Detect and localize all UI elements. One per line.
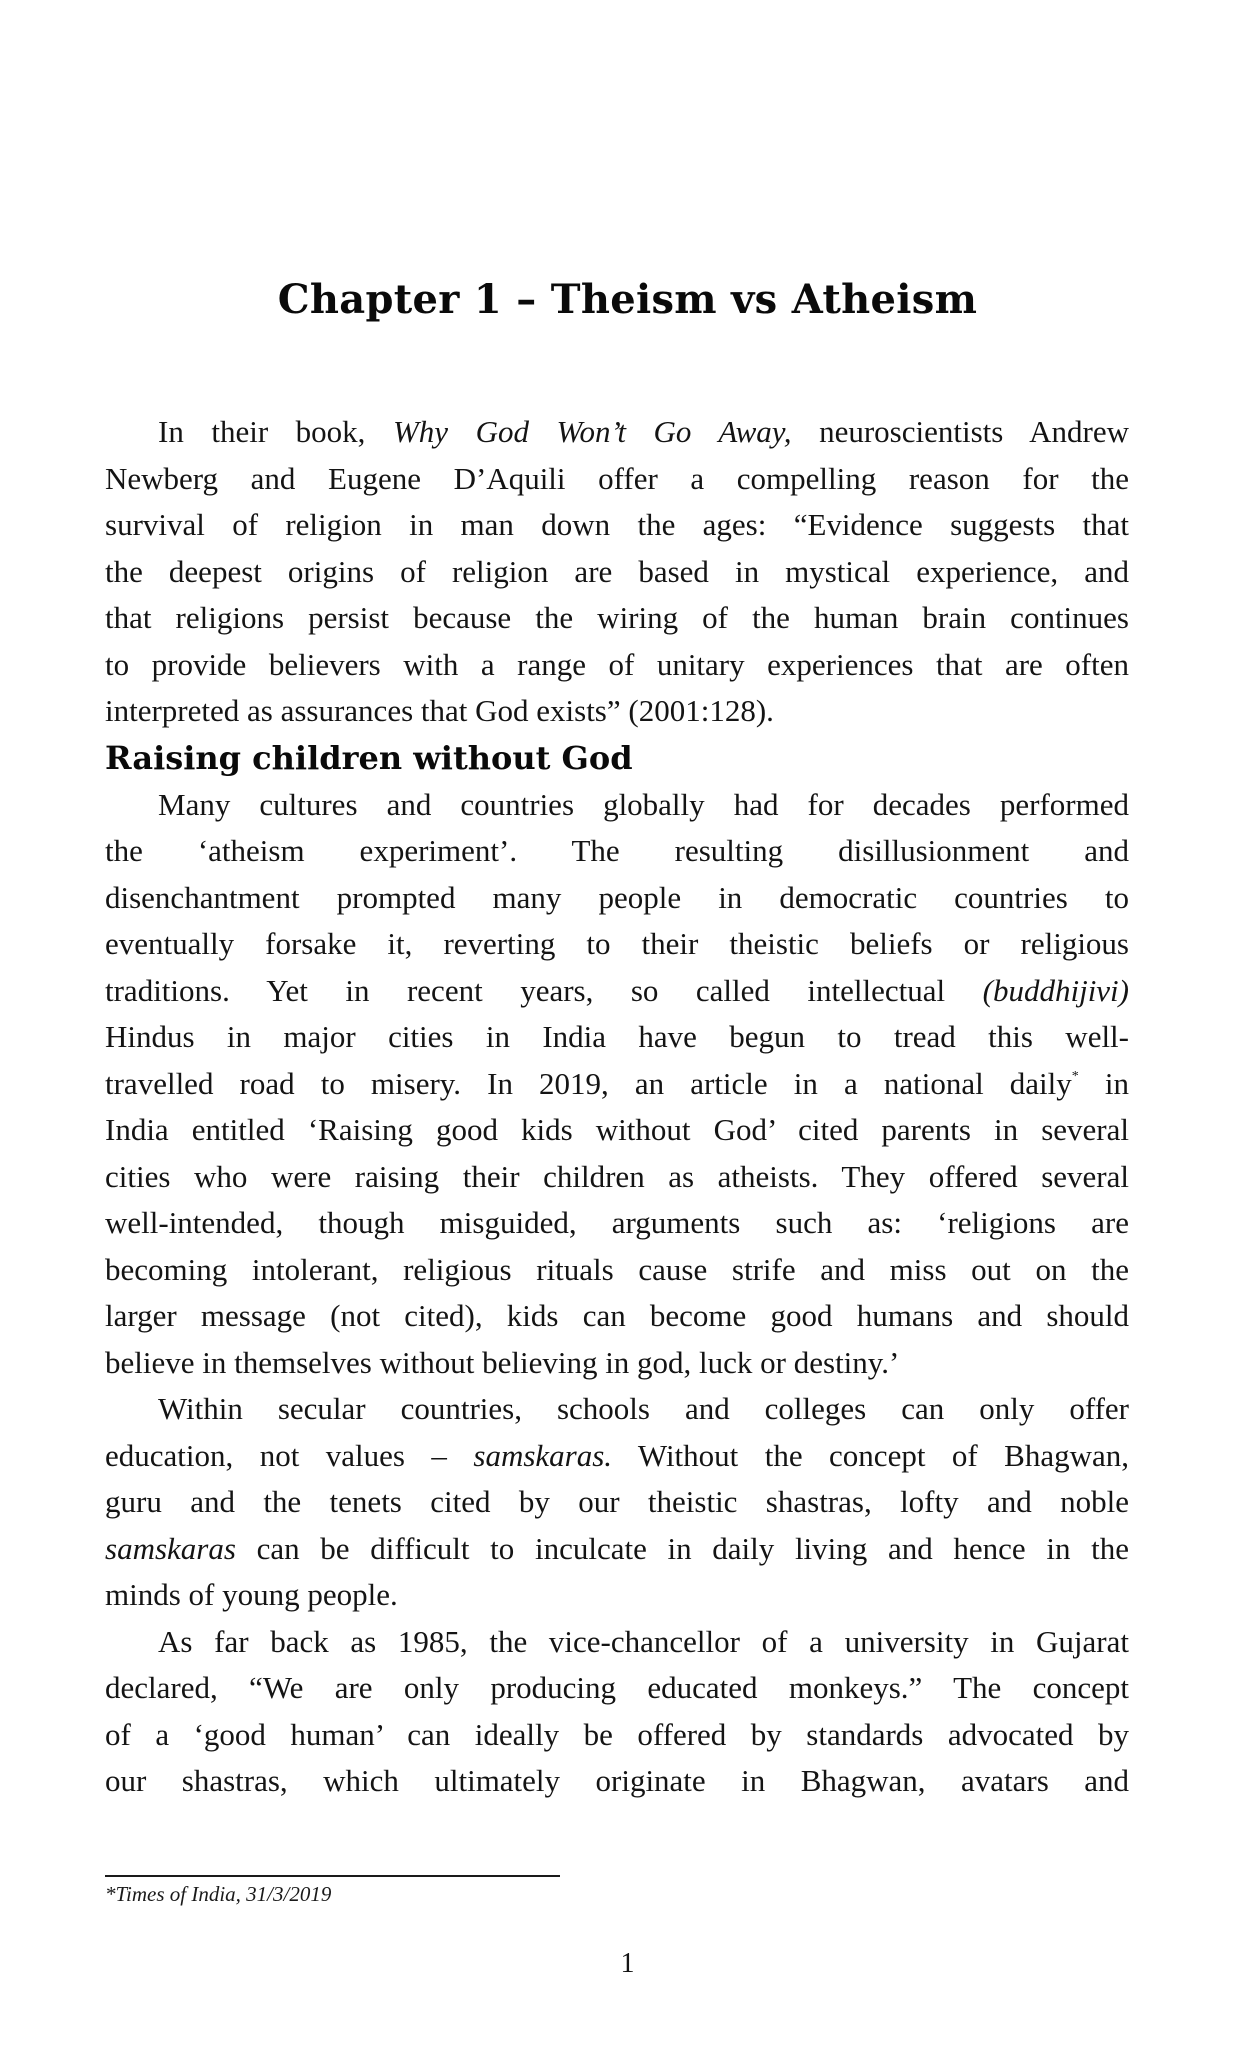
- page-number: 1: [620, 1948, 635, 1979]
- italic-text: samskaras: [105, 1530, 236, 1566]
- text-line: of a ‘good human’ can ideally be offered by standards advocated by: [105, 1716, 1129, 1752]
- text-line: guru and the tenets cited by our theistic shastras, lofty and noble: [105, 1484, 1129, 1519]
- text-line: travelled road to misery. In 2019, an article in a national daily* in: [105, 1065, 1129, 1101]
- paragraph: [105, 1619, 1129, 1805]
- paragraph: [105, 782, 1129, 1387]
- footnote-divider: [105, 1875, 560, 1877]
- text-line: traditions. Yet in recent years, so called intellectual (buddhijivi): [105, 972, 1129, 1008]
- section-raising-children: [105, 735, 1129, 1805]
- text-line: survival of religion in man down the ages: “Evidence suggests that: [105, 507, 1129, 542]
- text-line: Hindus in major cities in India have begun to tread this well-: [105, 1019, 1129, 1054]
- text-line: samskaras can be difficult to inculcate in daily living and hence in the: [105, 1530, 1129, 1566]
- paragraph: [105, 1386, 1129, 1619]
- text-line: In their book, Why God Won’t Go Away, neuroscientists Andrew: [158, 414, 1130, 449]
- text-line: well-intended, though misguided, arguments such as: ‘religions are: [105, 1205, 1129, 1240]
- section-heading: Raising children without God: [105, 739, 633, 777]
- text-line: declared, “We are only producing educated monkeys.” The concept: [105, 1670, 1129, 1705]
- intro-paragraph: [105, 409, 1129, 735]
- text-line: believe in themselves without believing in god, luck or destiny.’: [105, 1344, 900, 1380]
- text-line: becoming intolerant, religious rituals cause strife and miss out on the: [105, 1251, 1129, 1287]
- italic-text: (buddhijivi): [982, 972, 1129, 1008]
- text-line: Newberg and Eugene D’Aquili offer a compelling reason for the: [105, 460, 1129, 496]
- footnote: *Times of India, 31/3/2019: [105, 1882, 332, 1906]
- text-line: our shastras, which ultimately originate in Bhagwan, avatars and: [105, 1763, 1129, 1798]
- text-line: Many cultures and countries globally had for decades performed: [158, 786, 1129, 822]
- text-line: education, not values – samskaras. Without the concept of Bhagwan,: [105, 1437, 1129, 1473]
- text-line: cities who were raising their children as atheists. They offered several: [105, 1158, 1129, 1194]
- italic-text: samskaras.: [473, 1437, 613, 1473]
- text-line: As far back as 1985, the vice-chancellor of a university in Gujarat: [158, 1623, 1129, 1659]
- text-line: India entitled ‘Raising good kids without God’ cited parents in several: [105, 1112, 1129, 1147]
- footnote-marker: *: [1071, 1068, 1079, 1084]
- text-line: Within secular countries, schools and colleges can only offer: [158, 1391, 1129, 1426]
- text-line: the ‘atheism experiment’. The resulting disillusionment and: [105, 833, 1129, 868]
- text-line: larger message (not cited), kids can become good humans and should: [105, 1298, 1129, 1333]
- text-line: to provide believers with a range of unitary experiences that are often: [105, 646, 1129, 682]
- text-line: eventually forsake it, reverting to their theistic beliefs or religious: [105, 926, 1129, 961]
- section-body: [105, 782, 1129, 1805]
- italic-text: Why God Won’t Go Away,: [392, 414, 792, 449]
- text-line: that religions persist because the wiring of the human brain continues: [105, 600, 1129, 635]
- text-line: minds of young people.: [105, 1577, 398, 1612]
- text-line: disenchantment prompted many people in democratic countries to: [105, 879, 1129, 915]
- text-line: interpreted as assurances that God exists” (2001:128).: [105, 693, 774, 728]
- chapter-title: Chapter 1 – Theism vs Atheism: [277, 276, 978, 323]
- text-line: the deepest origins of religion are based in mystical experience, and: [105, 553, 1129, 589]
